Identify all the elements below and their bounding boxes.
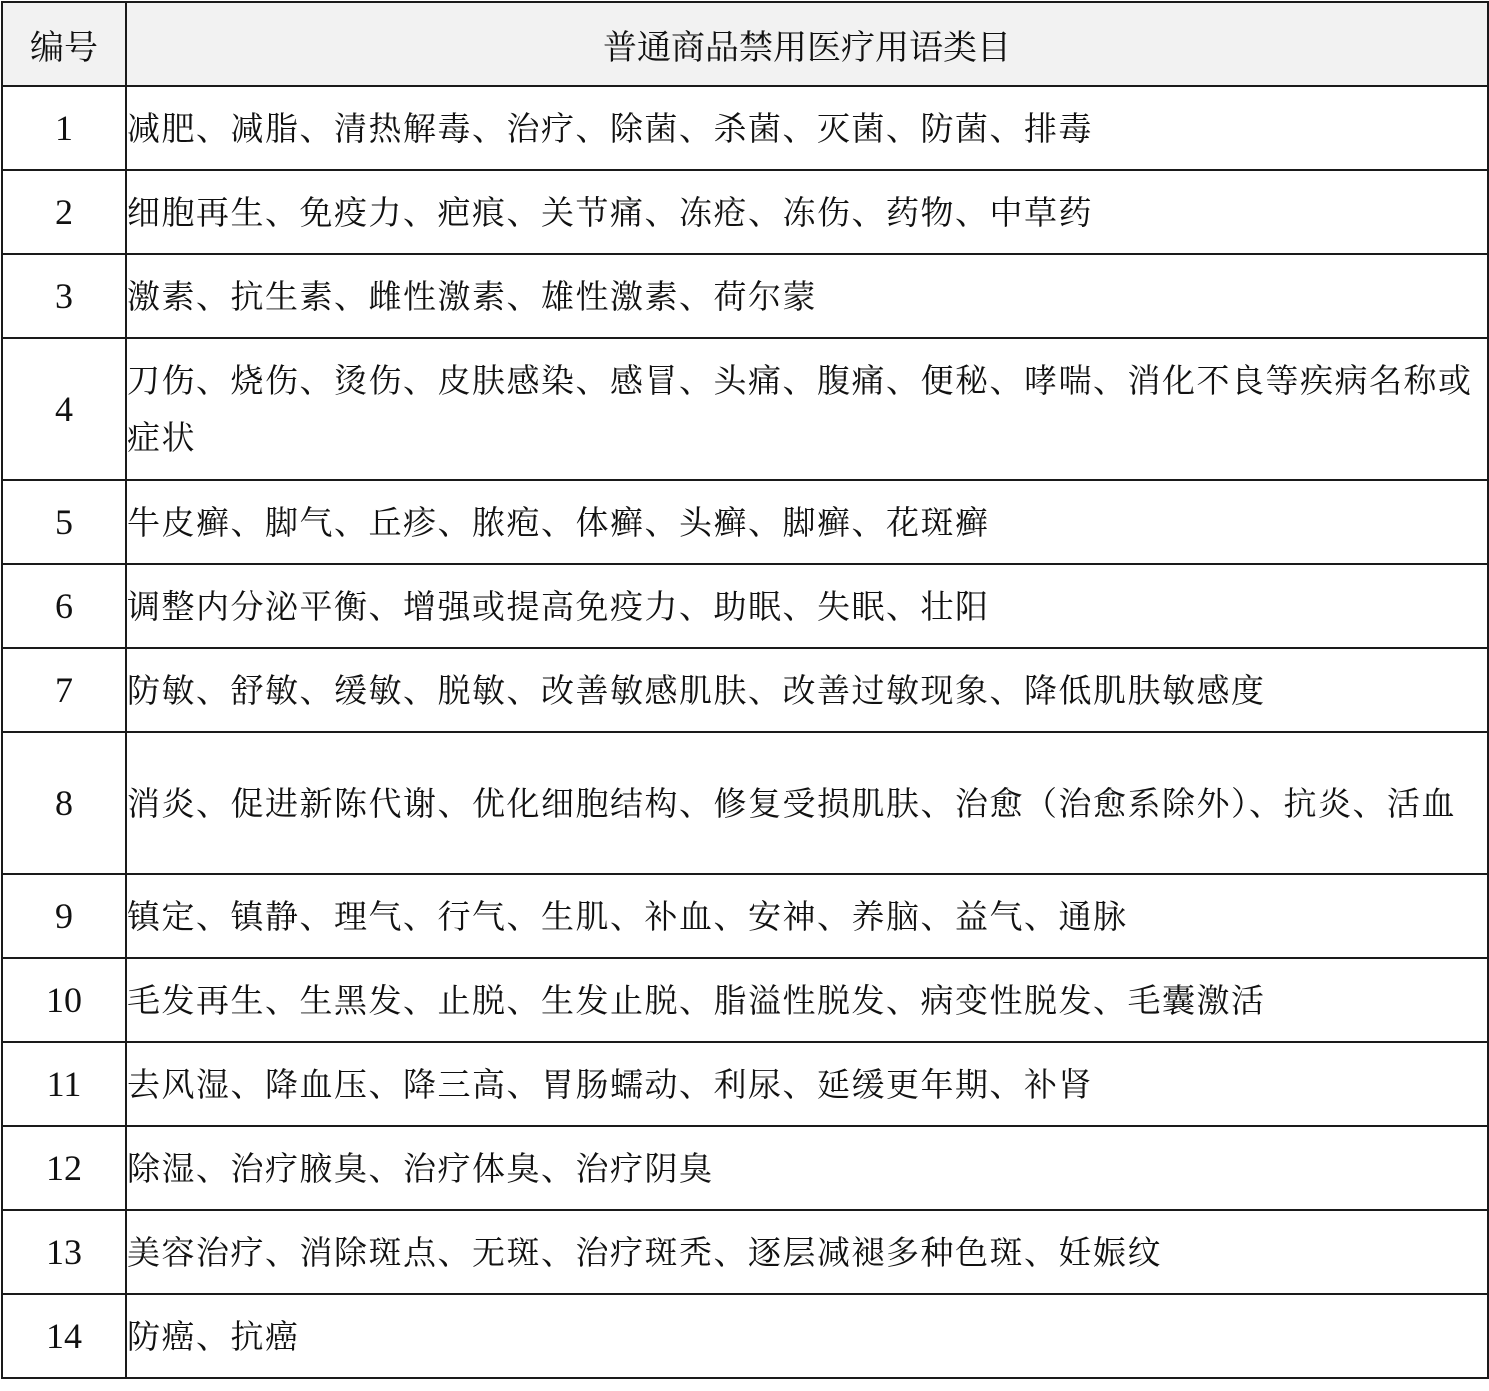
table-row <box>2 1210 1488 1294</box>
table-row <box>2 1126 1488 1210</box>
row-terms: 牛皮癣、脚气、丘疹、脓疱、体癣、头癣、脚癣、花斑癣 <box>126 480 1488 564</box>
row-terms: 消炎、促进新陈代谢、优化细胞结构、修复受损肌肤、治愈（治愈系除外）、抗炎、活血 <box>126 732 1488 874</box>
row-number: 8 <box>2 732 126 874</box>
table-row <box>2 958 1488 1042</box>
row-number: 3 <box>2 254 126 338</box>
header-category: 普通商品禁用医疗用语类目 <box>126 2 1488 86</box>
row-terms: 镇定、镇静、理气、行气、生肌、补血、安神、养脑、益气、通脉 <box>126 874 1488 958</box>
table-row <box>2 338 1488 480</box>
table-row <box>2 254 1488 338</box>
row-terms: 减肥、减脂、清热解毒、治疗、除菌、杀菌、灭菌、防菌、排毒 <box>126 86 1488 170</box>
table-row <box>2 480 1488 564</box>
row-number: 1 <box>2 86 126 170</box>
row-terms: 除湿、治疗腋臭、治疗体臭、治疗阴臭 <box>126 1126 1488 1210</box>
row-number: 10 <box>2 958 126 1042</box>
row-terms: 激素、抗生素、雌性激素、雄性激素、荷尔蒙 <box>126 254 1488 338</box>
table-row <box>2 732 1488 874</box>
table-header-row <box>2 2 1488 86</box>
row-number: 7 <box>2 648 126 732</box>
row-number: 9 <box>2 874 126 958</box>
row-number: 12 <box>2 1126 126 1210</box>
row-terms: 刀伤、烧伤、烫伤、皮肤感染、感冒、头痛、腹痛、便秘、哮喘、消化不良等疾病名称或症状 <box>126 338 1488 480</box>
row-terms: 细胞再生、免疫力、疤痕、关节痛、冻疮、冻伤、药物、中草药 <box>126 170 1488 254</box>
row-terms: 美容治疗、消除斑点、无斑、治疗斑秃、逐层减褪多种色斑、妊娠纹 <box>126 1210 1488 1294</box>
table-row <box>2 564 1488 648</box>
row-terms: 防敏、舒敏、缓敏、脱敏、改善敏感肌肤、改善过敏现象、降低肌肤敏感度 <box>126 648 1488 732</box>
row-terms: 调整内分泌平衡、增强或提高免疫力、助眠、失眠、壮阳 <box>126 564 1488 648</box>
row-number: 4 <box>2 338 126 480</box>
row-number: 2 <box>2 170 126 254</box>
table-row <box>2 874 1488 958</box>
row-number: 14 <box>2 1294 126 1378</box>
row-number: 6 <box>2 564 126 648</box>
row-number: 11 <box>2 1042 126 1126</box>
table-row <box>2 1294 1488 1378</box>
row-terms: 防癌、抗癌 <box>126 1294 1488 1378</box>
table-row <box>2 648 1488 732</box>
banned-terms-table <box>1 1 1489 1379</box>
table-row <box>2 86 1488 170</box>
row-terms: 毛发再生、生黑发、止脱、生发止脱、脂溢性脱发、病变性脱发、毛囊激活 <box>126 958 1488 1042</box>
table-row <box>2 1042 1488 1126</box>
header-number: 编号 <box>2 2 126 86</box>
row-terms: 去风湿、降血压、降三高、胃肠蠕动、利尿、延缓更年期、补肾 <box>126 1042 1488 1126</box>
table-row <box>2 170 1488 254</box>
row-number: 5 <box>2 480 126 564</box>
row-number: 13 <box>2 1210 126 1294</box>
